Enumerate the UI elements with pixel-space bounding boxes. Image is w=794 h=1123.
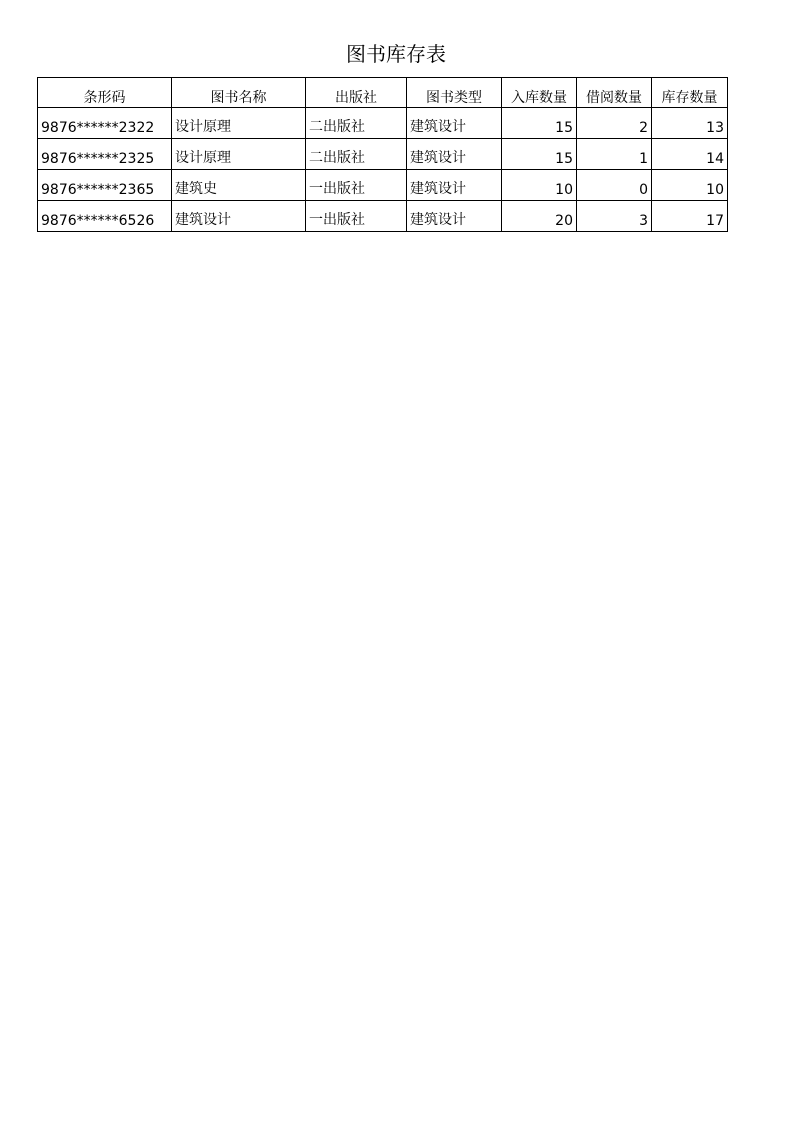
- cell-book-name: 建筑设计: [172, 201, 306, 232]
- cell-barcode: 9876******2322: [38, 108, 172, 139]
- cell-barcode: 9876******6526: [38, 201, 172, 232]
- cell-book-name: 设计原理: [172, 139, 306, 170]
- cell-barcode: 9876******2365: [38, 170, 172, 201]
- cell-in-quantity: 15: [502, 108, 577, 139]
- cell-in-quantity: 20: [502, 201, 577, 232]
- table-row: [38, 201, 728, 232]
- inventory-table: [37, 77, 728, 232]
- cell-borrowed-quantity: 2: [577, 108, 652, 139]
- table-row: [38, 170, 728, 201]
- cell-book-name: 建筑史: [172, 170, 306, 201]
- cell-in-quantity: 10: [502, 170, 577, 201]
- inventory-sheet: [37, 40, 727, 232]
- column-header-book-name: 图书名称: [172, 78, 306, 108]
- cell-borrowed-quantity: 1: [577, 139, 652, 170]
- column-header-borrowed-quantity: 借阅数量: [577, 78, 652, 108]
- cell-borrowed-quantity: 3: [577, 201, 652, 232]
- column-header-book-type: 图书类型: [407, 78, 502, 108]
- cell-book-name: 设计原理: [172, 108, 306, 139]
- header-row: [38, 78, 728, 108]
- column-header-in-quantity: 入库数量: [502, 78, 577, 108]
- page-title: 图书库存表: [346, 42, 446, 66]
- column-header-stock-quantity: 库存数量: [652, 78, 728, 108]
- table-row: [38, 108, 728, 139]
- cell-publisher: 一出版社: [306, 170, 407, 201]
- cell-stock-quantity: 10: [652, 170, 728, 201]
- cell-publisher: 二出版社: [306, 108, 407, 139]
- cell-book-type: 建筑设计: [407, 170, 502, 201]
- cell-publisher: 一出版社: [306, 201, 407, 232]
- cell-borrowed-quantity: 0: [577, 170, 652, 201]
- cell-book-type: 建筑设计: [407, 201, 502, 232]
- cell-stock-quantity: 14: [652, 139, 728, 170]
- cell-in-quantity: 15: [502, 139, 577, 170]
- column-header-barcode: 条形码: [38, 78, 172, 108]
- cell-book-type: 建筑设计: [407, 139, 502, 170]
- cell-publisher: 二出版社: [306, 139, 407, 170]
- cell-book-type: 建筑设计: [407, 108, 502, 139]
- cell-stock-quantity: 17: [652, 201, 728, 232]
- cell-barcode: 9876******2325: [38, 139, 172, 170]
- column-header-publisher: 出版社: [306, 78, 407, 108]
- table-row: [38, 139, 728, 170]
- cell-stock-quantity: 13: [652, 108, 728, 139]
